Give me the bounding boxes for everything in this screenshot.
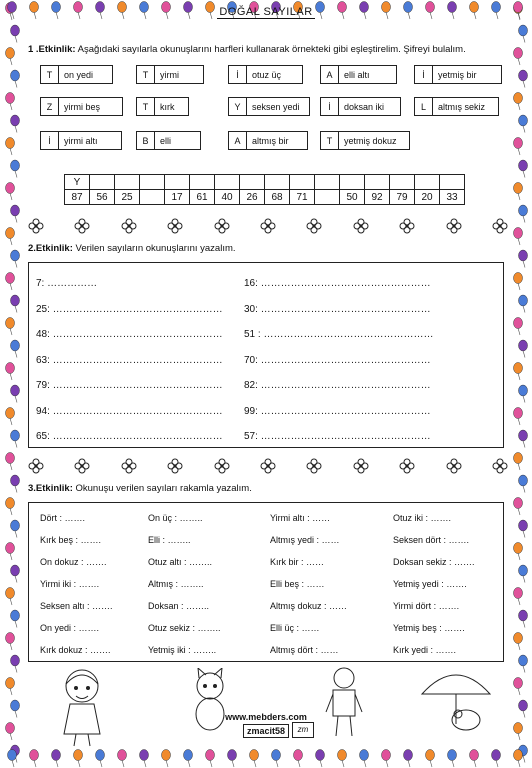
cipher-number-cell (315, 190, 340, 205)
numeral-question[interactable]: Doksan : …….. (148, 601, 210, 611)
numeral-question[interactable]: Seksen dört : ……. (393, 535, 470, 545)
left-balloon-border (0, 0, 24, 768)
match-letter: İ (414, 65, 433, 84)
match-letter: Z (40, 97, 59, 116)
number-writing-line[interactable]: 82: …………………………………………… (244, 380, 431, 391)
match-word: elli (155, 131, 201, 150)
match-word: altmış sekiz (433, 97, 499, 116)
match-word: on yedi (59, 65, 113, 84)
number-writing-line[interactable]: 79: …………………………………………… (36, 380, 223, 391)
match-word: kırk (155, 97, 189, 116)
match-letter: A (320, 65, 339, 84)
cipher-number-cell: 56 (90, 190, 115, 205)
match-pair (40, 97, 123, 116)
number-writing-line[interactable]: 57: …………………………………………… (244, 431, 431, 442)
cipher-letter-cell[interactable] (115, 175, 140, 190)
match-pair (414, 65, 502, 84)
match-letter: A (228, 131, 247, 150)
flower-icon (353, 218, 369, 234)
match-word: yetmiş bir (433, 65, 502, 84)
cipher-number-cell: 50 (340, 190, 365, 205)
flower-divider-1 (28, 218, 508, 236)
match-letter: L (414, 97, 433, 116)
match-word: doksan iki (339, 97, 401, 116)
cipher-number-cell: 92 (365, 190, 390, 205)
numeral-question[interactable]: Otuz iki : ……. (393, 513, 452, 523)
match-word: seksen yedi (247, 97, 310, 116)
numeral-question[interactable]: Seksen altı : ……. (40, 601, 113, 611)
cat-illustration (186, 668, 234, 734)
activity-1-instruction: 1 .Etkinlik: Aşağıdaki sayılarla okunuşlarını harfleri kullanarak örnekteki gibi eşleştirelim. Şifreyi bulalım. (28, 44, 466, 55)
numeral-question[interactable]: Yetmiş yedi : ……. (393, 579, 467, 589)
cipher-number-cell: 71 (290, 190, 315, 205)
match-letter: İ (228, 65, 247, 84)
numeral-question[interactable]: Doksan sekiz : ……. (393, 557, 475, 567)
cipher-letter-cell[interactable] (140, 175, 165, 190)
flower-icon (167, 218, 183, 234)
flower-icon (353, 458, 369, 474)
flower-icon (399, 458, 415, 474)
flower-icon (214, 218, 230, 234)
cipher-table (64, 174, 465, 205)
cipher-letter-cell[interactable] (340, 175, 365, 190)
cipher-letter-cell[interactable] (215, 175, 240, 190)
author-badge: zmacit58 (243, 724, 289, 738)
numeral-question[interactable]: Altmış dokuz : …… (270, 601, 348, 611)
flower-icon (28, 458, 44, 474)
flower-icon (306, 458, 322, 474)
match-pair (40, 131, 122, 150)
man-illustration (324, 666, 364, 738)
cipher-number-cell: 68 (265, 190, 290, 205)
numeral-question[interactable]: Otuz sekiz : …….. (148, 623, 221, 633)
match-letter: İ (40, 131, 59, 150)
cipher-letter-cell[interactable] (440, 175, 465, 190)
mouse-umbrella-illustration (418, 664, 492, 738)
number-writing-line[interactable]: 70: …………………………………………… (244, 354, 431, 366)
numeral-question[interactable]: Elli üç : …… (270, 623, 320, 633)
girl-illustration (56, 666, 108, 748)
numeral-question[interactable]: Elli : …….. (148, 535, 191, 545)
number-writing-line[interactable]: 63: …………………………………………… (36, 354, 223, 366)
numeral-question[interactable]: Yetmiş iki : …….. (148, 645, 217, 655)
activity-3-instruction: 3.Etkinlik: Okunuşu verilen sayıları rakamla yazalım. (28, 483, 252, 494)
author-logo: zm (292, 722, 314, 738)
match-letter: B (136, 131, 155, 150)
cipher-letter-cell[interactable] (365, 175, 390, 190)
number-writing-line[interactable]: 16: …………………………………………… (244, 278, 431, 289)
numeral-question[interactable]: Kırk bir : …… (270, 557, 325, 567)
numeral-question[interactable]: Altmış : …….. (148, 579, 204, 589)
match-word: elli altı (339, 65, 397, 84)
cipher-number-cell: 33 (440, 190, 465, 205)
number-writing-line[interactable]: 99: …………………………………………… (244, 405, 431, 417)
numeral-question[interactable]: Kırk beş : ……. (40, 535, 102, 545)
numeral-question[interactable]: On yedi : ……. (40, 623, 100, 633)
cipher-letter-cell[interactable] (240, 175, 265, 190)
number-writing-line[interactable]: 25: …………………………………………… (36, 303, 223, 315)
page-title: DOĞAL SAYILAR (219, 6, 313, 18)
cipher-letter-cell[interactable] (165, 175, 190, 190)
cipher-number-cell: 20 (415, 190, 440, 205)
flower-icon (399, 218, 415, 234)
match-word: yirmi (155, 65, 204, 84)
match-word: yirmi altı (59, 131, 122, 150)
flower-icon (446, 218, 462, 234)
match-word: yirmi beş (59, 97, 123, 116)
flower-icon (28, 218, 44, 234)
cipher-number-cell: 26 (240, 190, 265, 205)
cipher-letter-cell[interactable] (90, 175, 115, 190)
match-pair (228, 131, 308, 150)
match-pair (136, 97, 189, 116)
match-word: yetmiş dokuz (339, 131, 410, 150)
numeral-question[interactable]: Otuz altı : …….. (148, 557, 213, 567)
cipher-number-cell: 40 (215, 190, 240, 205)
flower-icon (446, 458, 462, 474)
match-pair (228, 65, 303, 84)
cipher-letter-cell[interactable] (315, 175, 340, 190)
match-pair (40, 65, 113, 84)
number-writing-line[interactable]: 51 : …………………………………………… (244, 329, 434, 340)
cipher-letter-cell[interactable] (265, 175, 290, 190)
flower-icon (121, 458, 137, 474)
cipher-number-cell: 61 (190, 190, 215, 205)
numeral-question[interactable]: Yirmi iki : ……. (40, 579, 100, 589)
cipher-letter-cell[interactable] (415, 175, 440, 190)
cipher-number-cell: 87 (65, 190, 90, 205)
cipher-number-cell: 17 (165, 190, 190, 205)
numeral-question[interactable]: Kırk dokuz : ……. (40, 645, 111, 655)
flower-icon (260, 458, 276, 474)
number-writing-line[interactable]: 65: …………………………………………… (36, 431, 223, 442)
flower-icon (121, 218, 137, 234)
numeral-question[interactable]: Yirmi altı : …… (270, 513, 331, 523)
match-letter: İ (320, 97, 339, 116)
numeral-question[interactable]: On üç : …….. (148, 513, 203, 523)
numeral-question[interactable]: Dört : ……. (40, 513, 86, 523)
cipher-number-cell: 25 (115, 190, 140, 205)
right-balloon-border (508, 0, 532, 768)
website-label: www.mebders.com (225, 712, 307, 722)
numeral-question[interactable]: Kırk yedi : ……. (393, 645, 457, 655)
flower-icon (214, 458, 230, 474)
match-pair (320, 65, 397, 84)
numeral-question[interactable]: Elli beş : …… (270, 579, 325, 589)
numeral-question[interactable]: Altmış dört : …… (270, 645, 339, 655)
flower-icon (492, 458, 508, 474)
numeral-question[interactable]: Yetmiş beş : ……. (393, 623, 465, 633)
match-pair (414, 97, 499, 116)
match-word: otuz üç (247, 65, 303, 84)
cipher-number-cell: 79 (390, 190, 415, 205)
numeral-question[interactable]: On dokuz : ……. (40, 557, 107, 567)
flower-icon (74, 218, 90, 234)
match-letter: T (40, 65, 59, 84)
flower-icon (260, 218, 276, 234)
match-pair (136, 131, 201, 150)
number-writing-line[interactable]: 30: …………………………………………… (244, 303, 431, 315)
numeral-question[interactable]: Altmış yedi : …… (270, 535, 340, 545)
number-writing-line[interactable]: 48: …………………………………………… (36, 329, 223, 340)
flower-icon (167, 458, 183, 474)
cipher-letter-cell[interactable] (290, 175, 315, 190)
match-letter: T (136, 97, 155, 116)
cipher-number-cell (140, 190, 165, 205)
number-writing-line[interactable]: 94: …………………………………………… (36, 405, 223, 417)
match-letter: Y (228, 97, 247, 116)
bottom-balloon-border (0, 748, 532, 768)
cipher-letter-cell[interactable]: Y (65, 175, 90, 190)
flower-icon (492, 218, 508, 234)
match-letter: T (320, 131, 339, 150)
cipher-letter-cell[interactable] (390, 175, 415, 190)
match-letter: T (136, 65, 155, 84)
flower-icon (306, 218, 322, 234)
match-word: altmış bir (247, 131, 308, 150)
number-writing-line[interactable]: 7: …………… (36, 278, 98, 289)
activity-2-instruction: 2.Etkinlik: Verilen sayıların okunuşlarını yazalım. (28, 243, 236, 254)
match-pair (320, 97, 401, 116)
match-pair (320, 131, 410, 150)
cipher-letter-cell[interactable] (190, 175, 215, 190)
flower-icon (74, 458, 90, 474)
match-pair (228, 97, 310, 116)
match-pair (136, 65, 204, 84)
numeral-question[interactable]: Yirmi dört : ……. (393, 601, 460, 611)
flower-divider-2 (28, 458, 508, 476)
